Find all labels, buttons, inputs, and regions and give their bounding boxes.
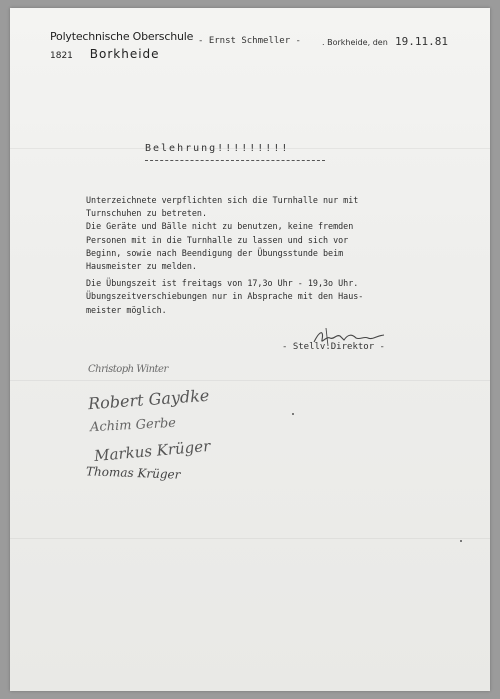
school-place: Borkheide [89,47,160,61]
title-underline [145,160,325,161]
ink-speck [460,540,462,542]
body-line: Die Geräte und Bälle nicht zu benutzen, keine fremden [86,221,354,232]
signature: Robert Gaydke [87,385,210,414]
document-title: Belehrung!!!!!!!!! [145,143,290,154]
place-date-label: . Borkheide, den [322,38,388,47]
signature: Achim Gerbe [89,415,177,436]
signature: Christoph Winter [88,364,168,375]
school-letterhead [50,30,193,61]
director-label: - Stellv.Direktor - [282,342,385,352]
paper-crease [10,538,490,539]
document-page [10,8,490,691]
teacher-name: - Ernst Schmeller - [198,36,301,46]
school-name: Polytechnische Oberschule [50,30,194,43]
signature: Thomas Krüger [85,464,181,482]
body-line: Die Übungszeit ist freitags von 17,3o Uhr - 19,3o Uhr. [86,278,359,289]
paper-crease [10,380,490,381]
body-line: meister möglich. [86,304,167,315]
body-line: Übungszeitverschiebungen nur in Absprache mit den Haus- [86,291,364,302]
school-number: 1821 [50,51,73,61]
body-text [86,194,446,317]
body-line: Unterzeichnete verpflichten sich die Turnhalle nur mit [86,195,359,205]
body-line: Hausmeister zu melden. [86,261,197,272]
body-line: Personen mit in die Turnhalle zu lassen und sich vor [86,234,349,245]
body-line: Beginn, sowie nach Beendigung der Übungsstunde beim [86,247,344,258]
signature: Markus Krüger [93,436,211,466]
document-date: 19.11.81 [395,35,448,48]
ink-speck [292,413,294,415]
body-line: Turnschuhen zu betreten. [86,208,208,219]
